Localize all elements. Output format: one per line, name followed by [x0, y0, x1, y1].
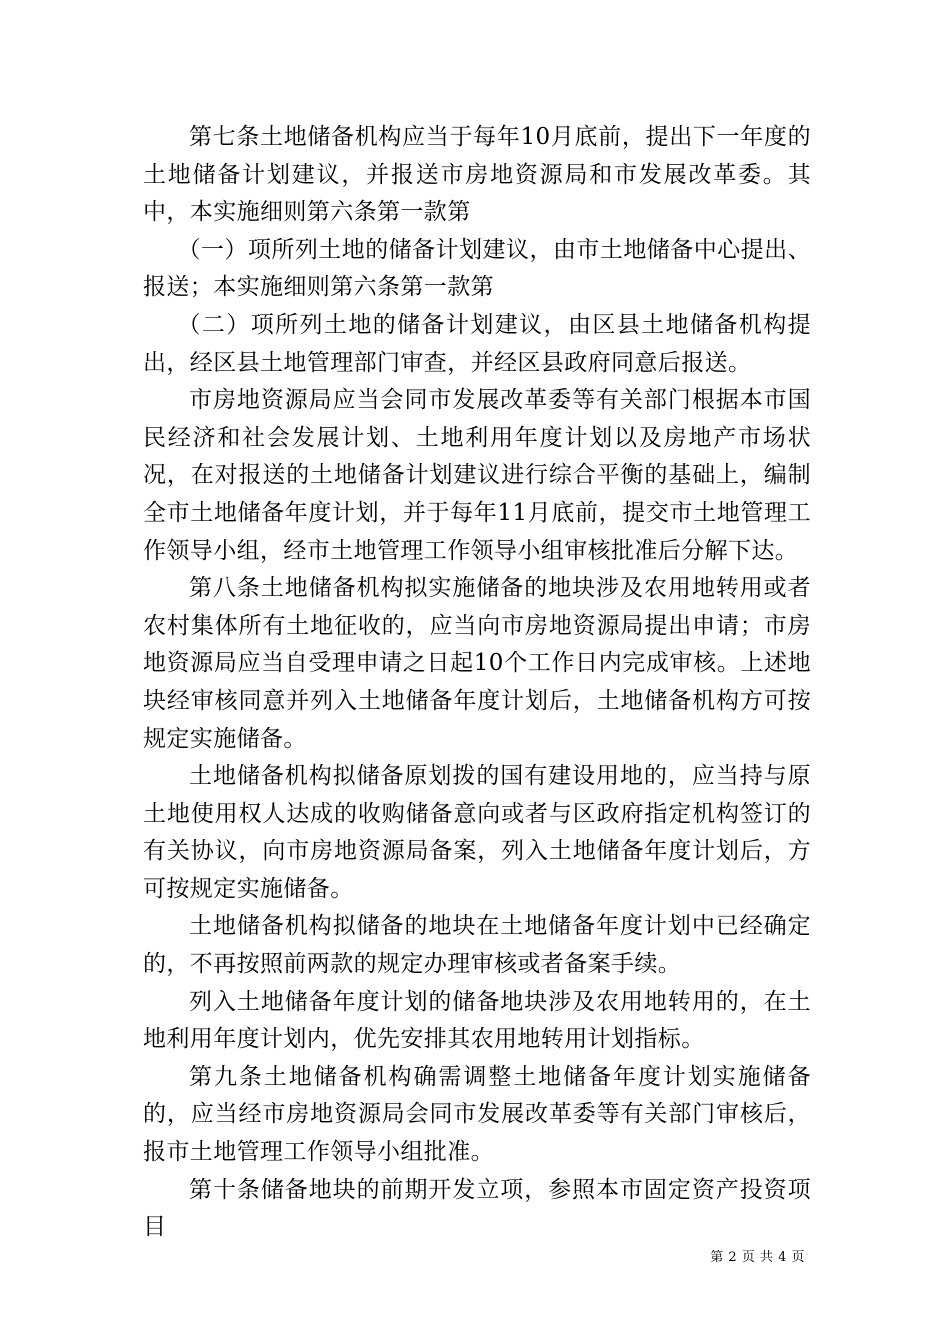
paragraph-priority: 列入土地储备年度计划的储备地块涉及农用地转用的，在土地利用年度计划内，优先安排其农用地转用计划指标。 — [143, 988, 811, 1053]
paragraph-article-7: 第七条土地储备机构应当于每年10月底前，提出下一年度的土地储备计划建议，并报送市房地资源局和市发展改革委。其中，本实施细则第六条第一款第 — [143, 124, 811, 226]
paragraph-item-2: （二）项所列土地的储备计划建议，由区县土地储备机构提出，经区县土地管理部门审查，并经区县政府同意后报送。 — [143, 311, 811, 376]
paragraph-article-10: 第十条储备地块的前期开发立项，参照本市固定资产投资项目 — [143, 1176, 811, 1241]
paragraph-exemption: 土地储备机构拟储备的地块在土地储备年度计划中已经确定的，不再按照前两款的规定办理审核或者备案手续。 — [143, 913, 811, 978]
page-number: 第 2 页 共 4 页 — [710, 1250, 805, 1265]
paragraph-item-1: （一）项所列土地的储备计划建议，由市土地储备中心提出、报送；本实施细则第六条第一款第 — [143, 236, 811, 301]
document-body — [143, 119, 811, 1247]
paragraph-allocated-land: 土地储备机构拟储备原划拨的国有建设用地的，应当持与原土地使用权人达成的收购储备意向或者与区政府指定机构签订的有关协议，向市房地资源局备案，列入土地储备年度计划后，方可按规定实施储备。 — [143, 763, 811, 902]
paragraph-article-9: 第九条土地储备机构确需调整土地储备年度计划实施储备的，应当经市房地资源局会同市发展改革委等有关部门审核后，报市土地管理工作领导小组批准。 — [143, 1063, 811, 1166]
paragraph-article-8: 第八条土地储备机构拟实施储备的地块涉及农用地转用或者农村集体所有土地征收的，应当向市房地资源局提出申请；市房地资源局应当自受理申请之日起10个工作日内完成审核。上述地块经审核同意并列入土地储备年度计划后，土地储备机构方可按规定实施储备。 — [143, 575, 811, 752]
paragraph-annual-plan: 市房地资源局应当会同市发展改革委等有关部门根据本市国民经济和社会发展计划、土地利用年度计划以及房地产市场状况，在对报送的土地储备计划建议进行综合平衡的基础上，编制全市土地储备年度计划，并于每年11月底前，提交市土地管理工作领导小组，经市土地管理工作领导小组审核批准后分解下达。 — [143, 387, 811, 564]
